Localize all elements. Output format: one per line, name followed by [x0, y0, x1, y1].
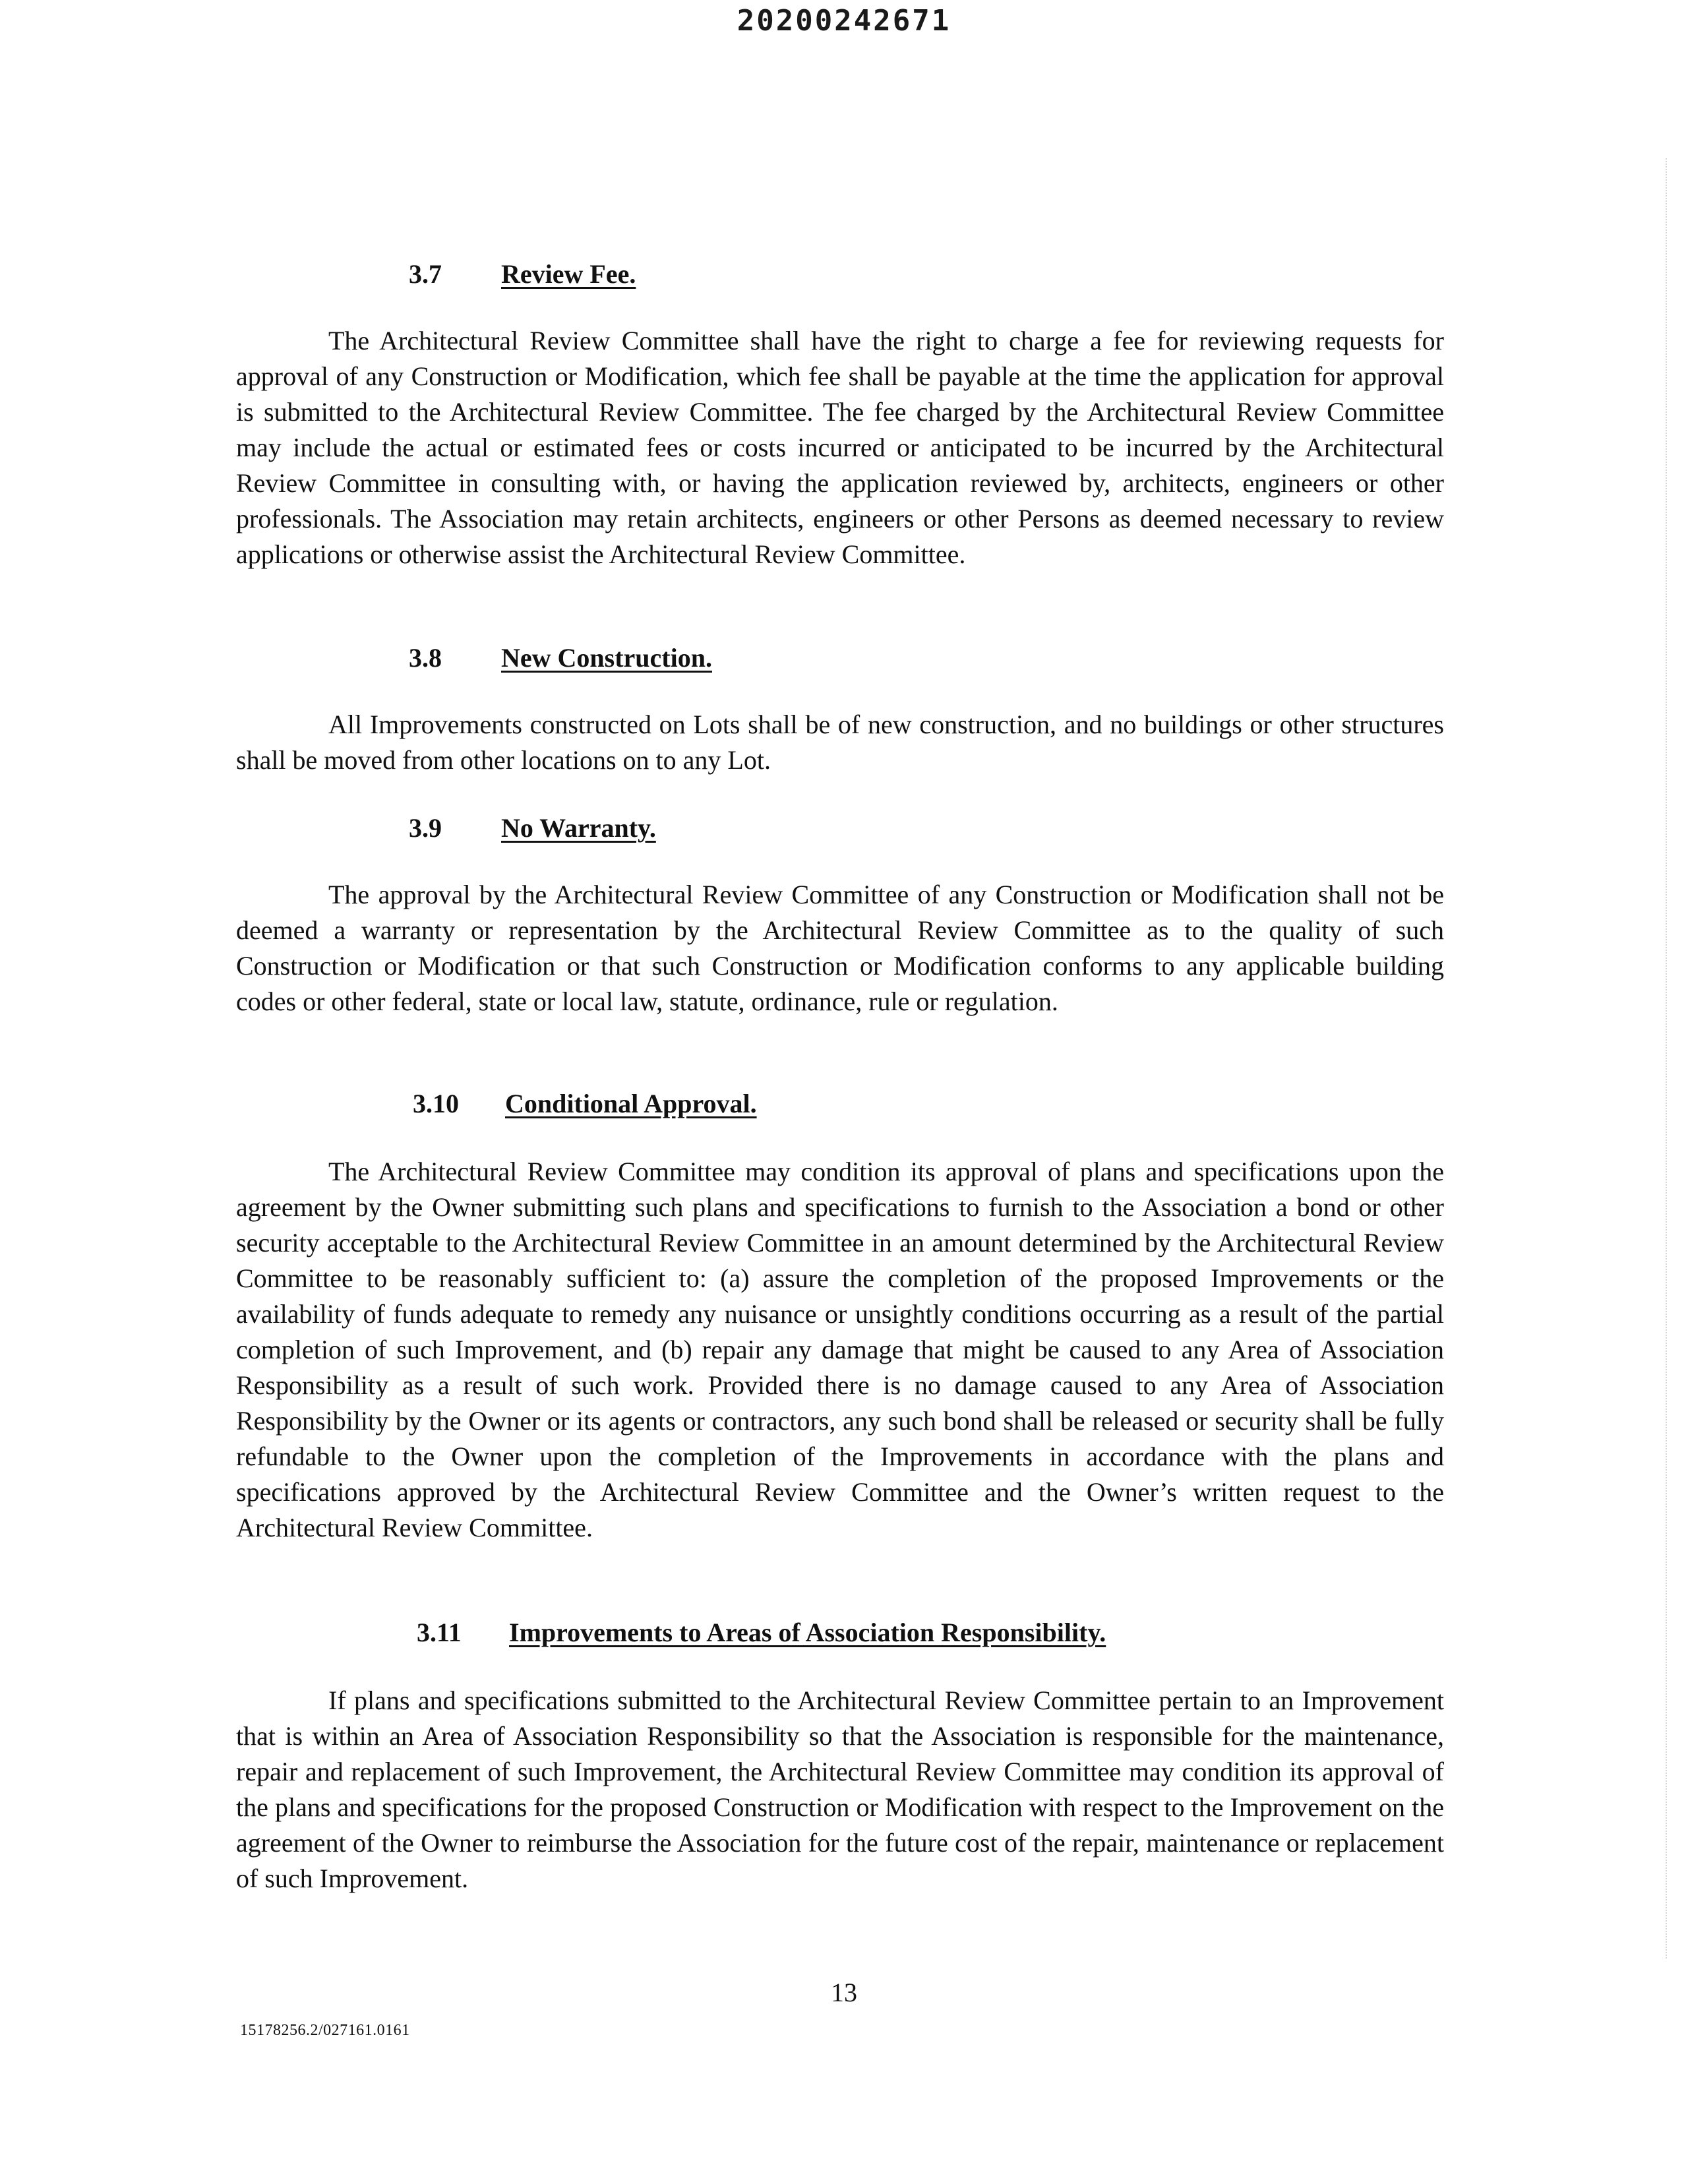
section-number: 3.8	[409, 643, 442, 673]
section-title: Improvements to Areas of Association Responsibility.	[509, 1618, 1106, 1647]
section-body-3-11: If plans and specifications submitted to the Architectural Review Committee pertain to an Improvement that is within an Area of Association Responsibility so that the Association is responsible for the maintenance, repair and replacement of such Improvement, the Architectural Review Committee may condition its approval of the plans and specifications for the proposed Construction or Modification with respect to the Improvement on the agreement of the Owner to reimburse the Association for the future cost of the repair, maintenance or replacement of such Improvement.	[236, 1685, 1444, 1893]
section-body-3-9: The approval by the Architectural Review Committee of any Construction or Modification shall not be deemed a warranty or representation by the Architectural Review Committee as to the quality of such Construction or Modification or that such Construction or Modification conforms to any applicable building codes or other federal, state or local law, statute, ordinance, rule or regulation.	[236, 880, 1444, 1016]
section-body-3-8: All Improvements constructed on Lots shall be of new construction, and no buildings or other structures shall be moved from other locations on to any Lot.	[236, 710, 1444, 775]
section-heading-3-8	[409, 642, 712, 674]
section-title: Review Fee.	[501, 259, 636, 289]
document-id: 15178256.2/027161.0161	[240, 2022, 410, 2039]
section-heading-3-10	[413, 1088, 757, 1120]
section-body-3-7: The Architectural Review Committee shall have the right to charge a fee for reviewing requests for approval of any Construction or Modification, which fee shall be payable at the time the application for approval is submitted to the Architectural Review Committee. The fee charged by the Architectural Review Committee may include the actual or estimated fees or costs incurred or anticipated to be incurred by the Architectural Review Committee in consulting with, or having the application reviewed by, architects, engineers or other professionals. The Association may retain architects, engineers or other Persons as deemed necessary to review applications or otherwise assist the Architectural Review Committee.	[236, 326, 1444, 569]
section-title: New Construction.	[501, 643, 712, 673]
page-number: 13	[831, 1978, 857, 2007]
section-title: No Warranty.	[501, 813, 656, 843]
section-number: 3.11	[417, 1618, 462, 1647]
scan-edge-artifact	[1666, 158, 1668, 1958]
section-body-3-10: The Architectural Review Committee may condition its approval of plans and specifications upon the agreement by the Owner submitting such plans and specifications to furnish to the Association a bond or other security acceptable to the Architectural Review Committee in an amount determined by the Architectural Review Committee to be reasonably sufficient to: (a) assure the completion of the proposed Improvements or the availability of funds adequate to remedy any nuisance or unsightly conditions occurring as a result of the partial completion of such Improvement, and (b) repair any damage that might be caused to any Area of Association Responsibility as a result of such work. Provided there is no damage caused to any Area of Association Responsibility by the Owner or its agents or contractors, any such bond shall be released or security shall be fully refundable to the Owner upon the completion of the Improvements in accordance with the plans and specifications approved by the Architectural Review Committee and the Owner’s written request to the Architectural Review Committee.	[236, 1157, 1444, 1542]
section-number: 3.9	[409, 813, 442, 843]
section-number: 3.10	[413, 1089, 459, 1118]
section-heading-3-9	[409, 812, 656, 844]
section-title: Conditional Approval.	[505, 1089, 757, 1118]
recording-number: 20200242671	[737, 4, 951, 38]
section-heading-3-11	[417, 1617, 1106, 1649]
section-heading-3-7	[409, 258, 636, 290]
section-number: 3.7	[409, 259, 442, 289]
